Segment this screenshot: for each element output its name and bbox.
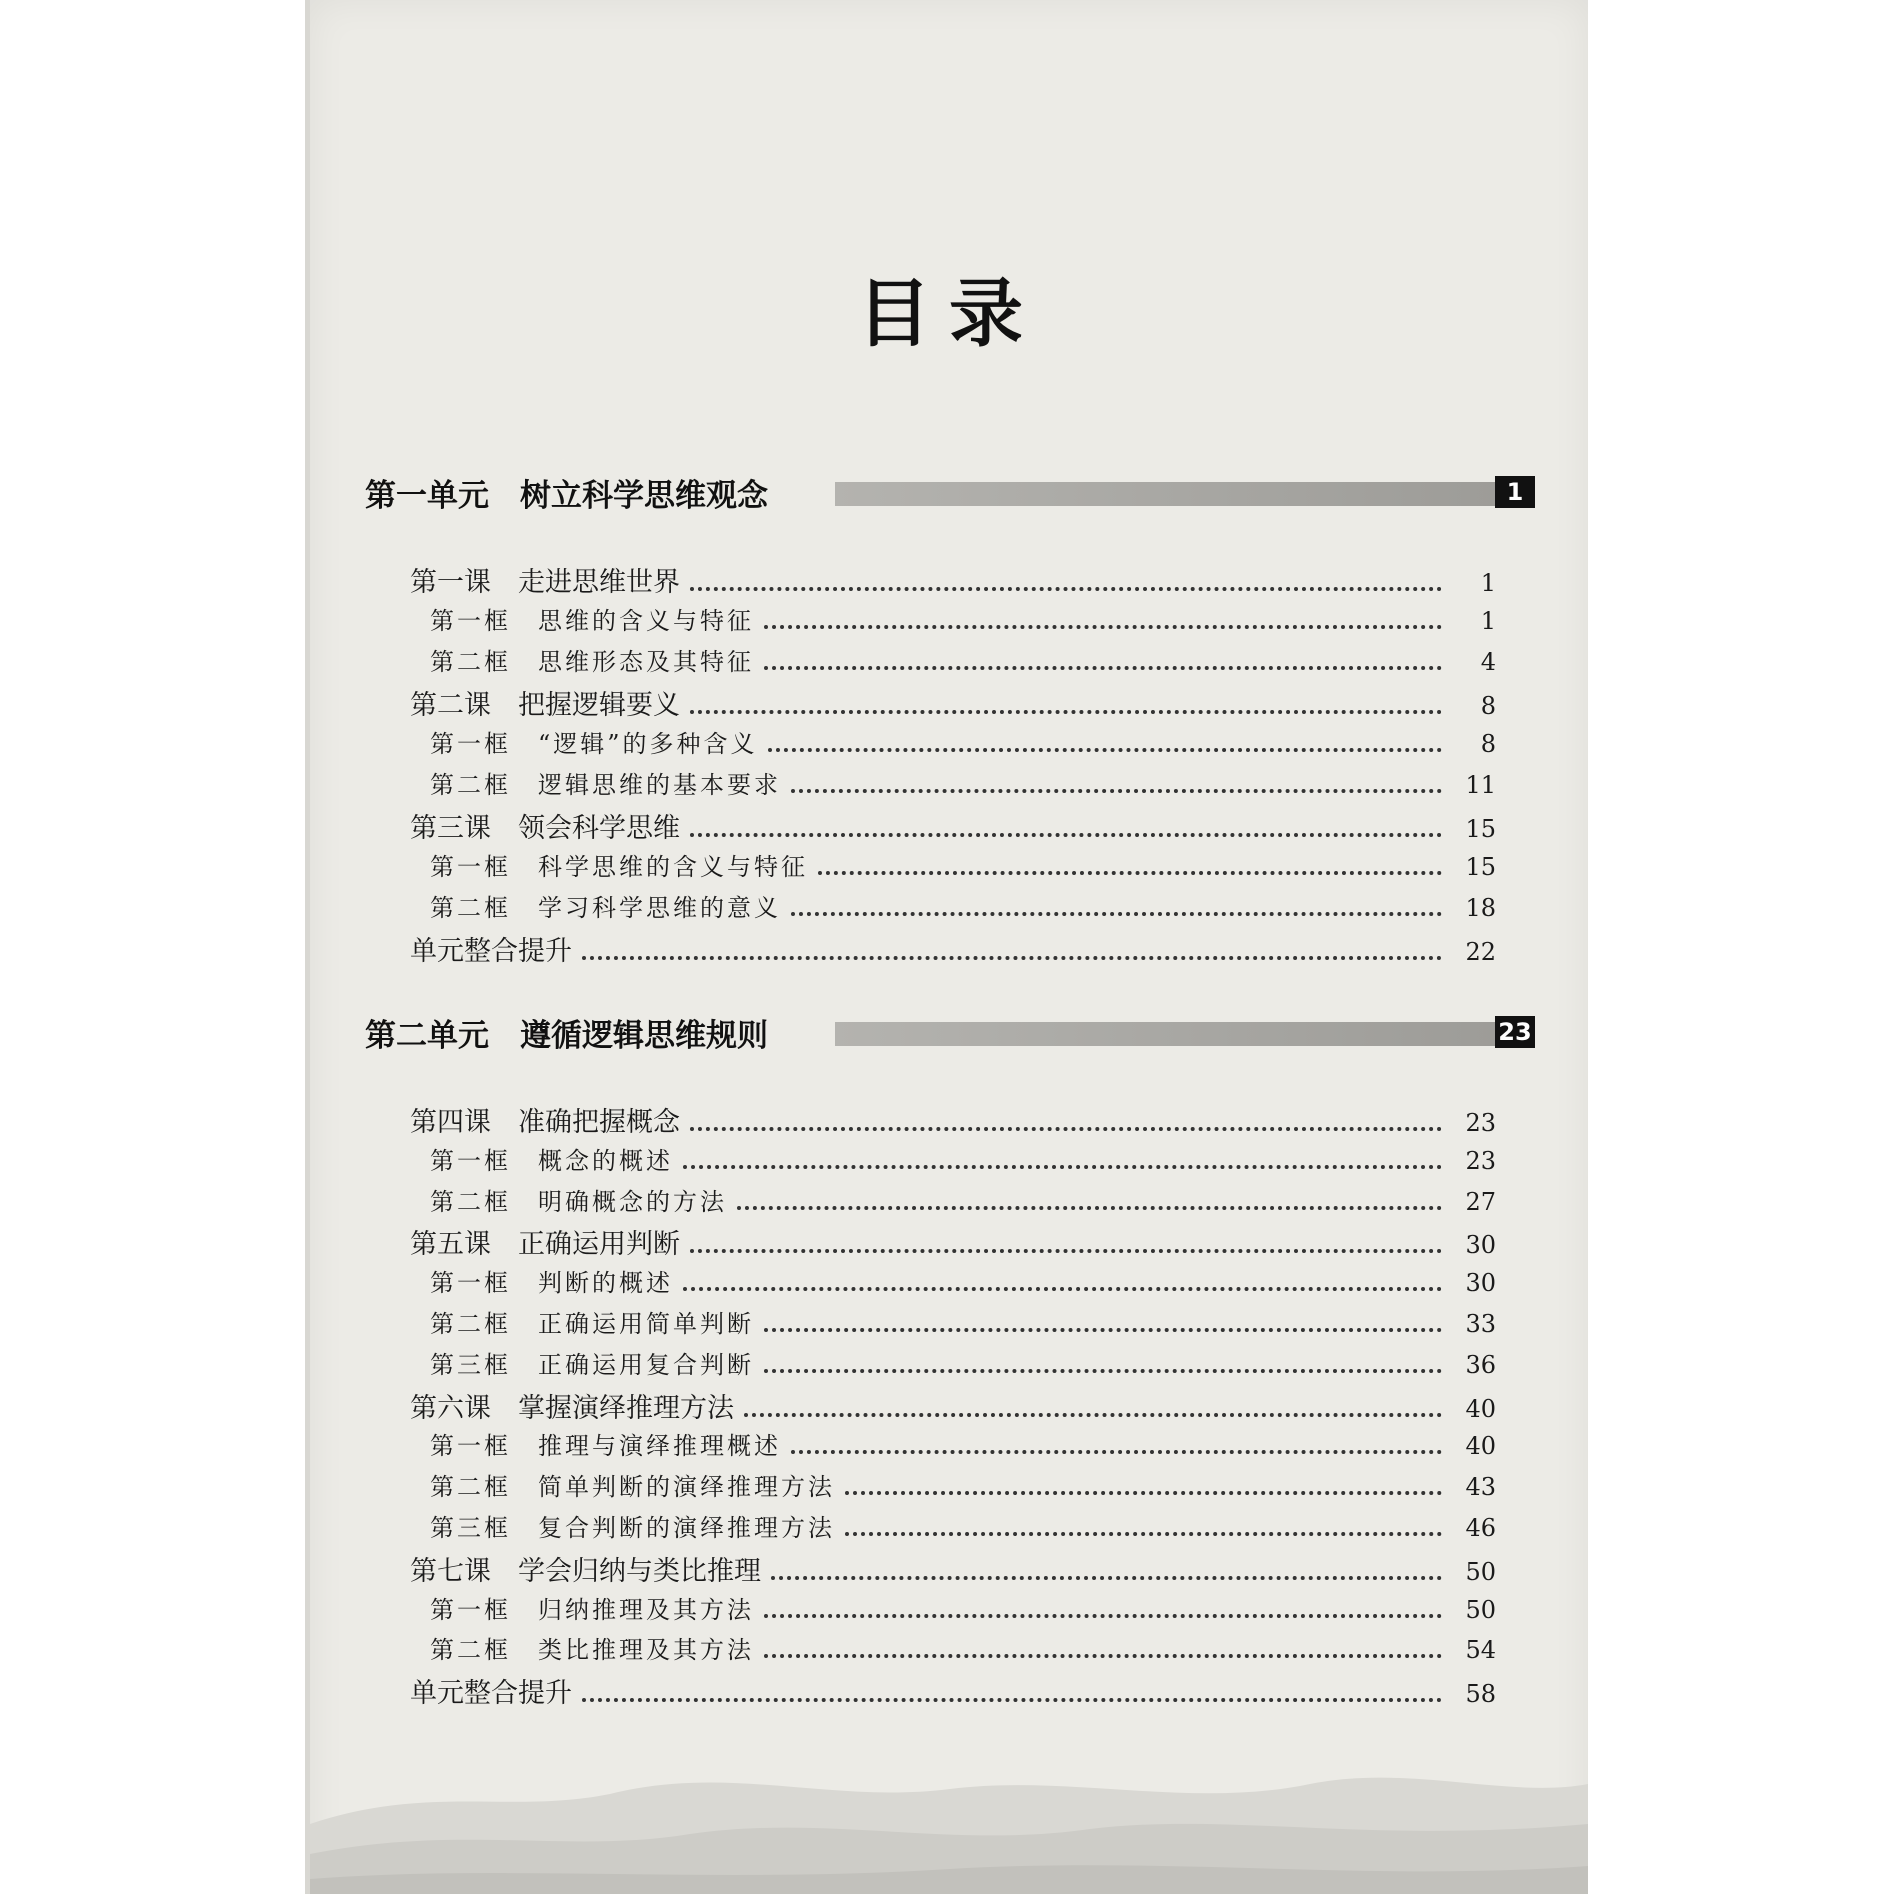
toc-frame-entry: [430, 1304, 1496, 1339]
toc-entry-title: 第一框 “逻辑”的多种含义: [430, 730, 758, 758]
toc-lesson-entry: [410, 929, 1496, 968]
toc-frame-entry: [430, 1508, 1496, 1543]
unit-2-header: [365, 1010, 1535, 1054]
dot-leader: [791, 789, 1442, 793]
unit-header-bar: [835, 1022, 1499, 1046]
toc-entry-title: 第三框 复合判断的演绎推理方法: [430, 1514, 835, 1542]
dot-leader: [764, 625, 1442, 629]
toc-entry-page-number: 15: [1465, 815, 1496, 843]
toc-frame-entry: [430, 724, 1496, 759]
dot-leader: [690, 1249, 1442, 1253]
toc-entry-page-number: 46: [1465, 1514, 1496, 1542]
toc-entry-page-number: 22: [1465, 938, 1496, 966]
dot-leader: [690, 710, 1442, 714]
toc-lesson-entry: [410, 683, 1496, 722]
dot-leader: [764, 1614, 1442, 1618]
toc-entry-page-number: 23: [1465, 1109, 1496, 1137]
dot-leader: [744, 1413, 1442, 1417]
dot-leader: [791, 1450, 1442, 1454]
dot-leader: [683, 1165, 1442, 1169]
toc-entry-page-number: 8: [1480, 730, 1496, 758]
toc-frame-entry: [430, 1182, 1496, 1217]
toc-entry-title: 第二框 正确运用简单判断: [430, 1310, 754, 1338]
toc-lesson-entry: [410, 806, 1496, 845]
unit-1-page-badge: 1: [1495, 476, 1535, 508]
toc-entry-page-number: 1: [1480, 569, 1496, 597]
unit-1-title: 第一单元 树立科学思维观念: [365, 478, 768, 514]
toc-entry-title: 第三课 领会科学思维: [410, 813, 680, 844]
toc-frame-entry: [430, 601, 1496, 636]
toc-entry-page-number: 11: [1465, 771, 1496, 799]
toc-entry-title: 第一框 科学思维的含义与特征: [430, 853, 808, 881]
toc-entry-page-number: 23: [1465, 1147, 1496, 1175]
dot-leader: [690, 833, 1442, 837]
toc-entry-title: 第二课 把握逻辑要义: [410, 690, 680, 721]
toc-frame-entry: [430, 1426, 1496, 1461]
toc-lesson-entry: [410, 1100, 1496, 1139]
toc-entry-title: 第二框 逻辑思维的基本要求: [430, 771, 781, 799]
toc-frame-entry: [430, 642, 1496, 677]
toc-entry-page-number: 33: [1465, 1310, 1496, 1338]
toc-entry-page-number: 50: [1465, 1596, 1496, 1624]
unit-2-title: 第二单元 遵循逻辑思维规则: [365, 1018, 768, 1054]
dot-leader: [690, 1127, 1442, 1131]
dot-leader: [764, 1328, 1442, 1332]
dot-leader: [845, 1491, 1442, 1495]
toc-entry-title: 第二框 明确概念的方法: [430, 1188, 727, 1216]
toc-entry-page-number: 43: [1465, 1473, 1496, 1501]
toc-entry-page-number: 15: [1465, 853, 1496, 881]
toc-entry-title: 第一框 概念的概述: [430, 1147, 673, 1175]
toc-entry-title: 第二框 类比推理及其方法: [430, 1636, 754, 1664]
toc-entry-page-number: 58: [1465, 1680, 1496, 1708]
toc-frame-entry: [430, 1141, 1496, 1176]
dot-leader: [845, 1532, 1442, 1536]
toc-entry-page-number: 54: [1465, 1636, 1496, 1664]
toc-entry-title: 单元整合提升: [410, 1678, 572, 1709]
toc-frame-entry: [430, 765, 1496, 800]
toc-entry-page-number: 36: [1465, 1351, 1496, 1379]
dot-leader: [764, 1369, 1442, 1373]
dot-leader: [818, 871, 1442, 875]
toc-entry-title: 第二框 思维形态及其特征: [430, 648, 754, 676]
toc-entry-page-number: 30: [1465, 1269, 1496, 1297]
dot-leader: [791, 912, 1442, 916]
toc-entry-page-number: 4: [1480, 648, 1496, 676]
page-title: 目录: [857, 271, 1041, 357]
toc-entry-title: 第六课 掌握演绎推理方法: [410, 1393, 734, 1424]
unit-2-page-badge: 23: [1495, 1016, 1535, 1048]
toc-frame-entry: [430, 1630, 1496, 1665]
toc-entry-page-number: 27: [1465, 1188, 1496, 1216]
toc-entry-page-number: 40: [1465, 1432, 1496, 1460]
toc-entry-title: 第四课 准确把握概念: [410, 1107, 680, 1138]
unit-1-header: [365, 470, 1535, 514]
toc-entry-title: 第二框 简单判断的演绎推理方法: [430, 1473, 835, 1501]
dot-leader: [582, 1698, 1442, 1702]
toc-entry-page-number: 50: [1465, 1558, 1496, 1586]
toc-lesson-entry: [410, 1386, 1496, 1425]
toc-frame-entry: [430, 888, 1496, 923]
unit-header-bar: [835, 482, 1499, 506]
toc-entry-title: 第一框 思维的含义与特征: [430, 607, 754, 635]
toc-entry-title: 单元整合提升: [410, 936, 572, 967]
toc-lesson-entry: [410, 1549, 1496, 1588]
toc-page: [310, 0, 1588, 1894]
dot-leader: [764, 1654, 1442, 1658]
toc-entry-title: 第一框 判断的概述: [430, 1269, 673, 1297]
dot-leader: [771, 1576, 1442, 1580]
toc-frame-entry: [430, 1467, 1496, 1502]
dot-leader: [582, 956, 1442, 960]
dot-leader: [764, 666, 1442, 670]
toc-entry-page-number: 30: [1465, 1231, 1496, 1259]
toc-entry-title: 第一课 走进思维世界: [410, 567, 680, 598]
toc-lesson-entry: [410, 560, 1496, 599]
toc-frame-entry: [430, 847, 1496, 882]
toc-frame-entry: [430, 1345, 1496, 1380]
toc-entry-title: 第七课 学会归纳与类比推理: [410, 1556, 761, 1587]
dot-leader: [683, 1287, 1442, 1291]
toc-entry-page-number: 18: [1465, 894, 1496, 922]
toc-entry-title: 第一框 推理与演绎推理概述: [430, 1432, 781, 1460]
toc-entry-title: 第三框 正确运用复合判断: [430, 1351, 754, 1379]
toc-entry-page-number: 1: [1480, 607, 1496, 635]
toc-entry-title: 第二框 学习科学思维的意义: [430, 894, 781, 922]
mountain-scenery-illustration: [310, 1704, 1588, 1894]
dot-leader: [690, 587, 1442, 591]
toc-entry-page-number: 8: [1480, 692, 1496, 720]
toc-frame-entry: [430, 1263, 1496, 1298]
toc-entry-title: 第五课 正确运用判断: [410, 1229, 680, 1260]
toc-entry-page-number: 40: [1465, 1395, 1496, 1423]
dot-leader: [737, 1206, 1442, 1210]
toc-lesson-entry: [410, 1222, 1496, 1261]
toc-entry-title: 第一框 归纳推理及其方法: [430, 1596, 754, 1624]
toc-frame-entry: [430, 1590, 1496, 1625]
dot-leader: [768, 748, 1442, 752]
